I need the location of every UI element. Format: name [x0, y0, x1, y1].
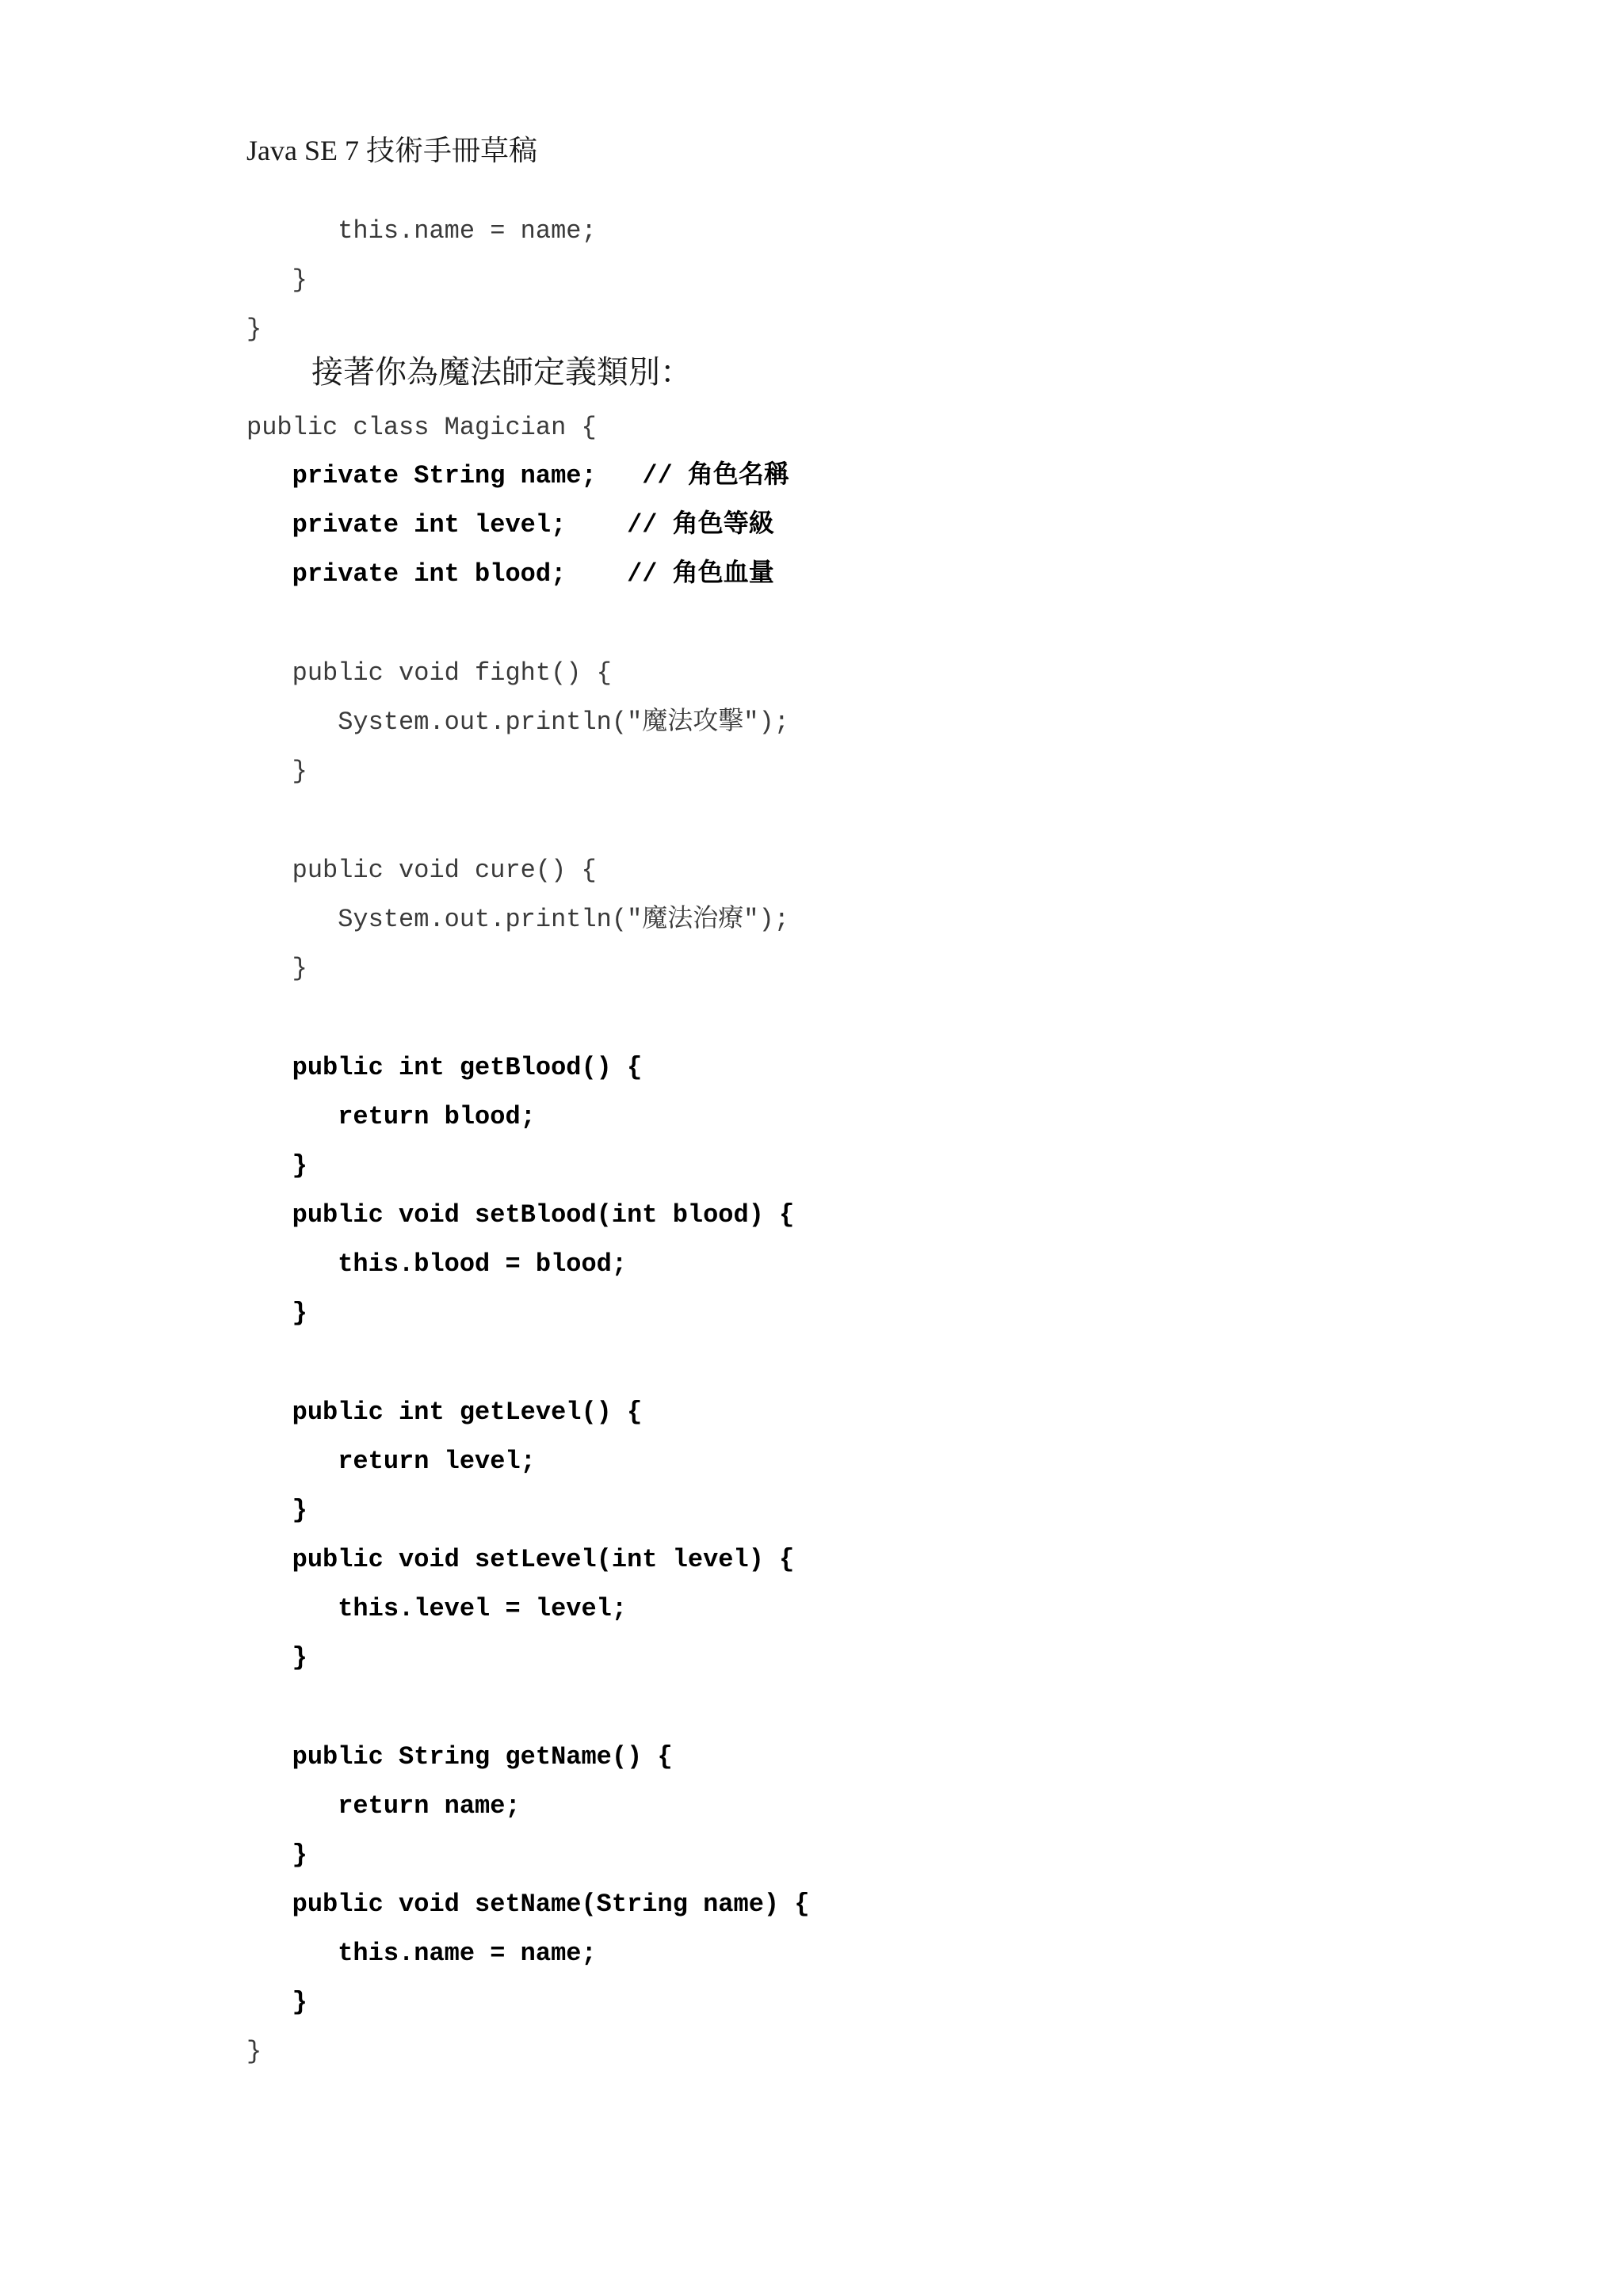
code-line: public void setName(String name) { — [246, 1890, 810, 1919]
code-line: } — [246, 2037, 262, 2066]
code-line: public void cure() { — [246, 856, 597, 885]
code-line: } — [246, 1496, 307, 1525]
running-header: Java SE 7 技術手冊草稿 — [246, 135, 537, 166]
code-line: this.name = name; — [246, 216, 597, 246]
code-line: } — [246, 1988, 307, 2017]
code-line: public void setLevel(int level) { — [246, 1545, 795, 1574]
code-line: public void fight() { — [246, 658, 612, 688]
code-line: public int getBlood() { — [246, 1053, 643, 1082]
code-line: private int blood; // 角色血量 — [246, 559, 774, 589]
code-line: } — [246, 1151, 307, 1180]
code-line: } — [246, 954, 307, 983]
code-line: public class Magician { — [246, 413, 597, 442]
code-line: } — [246, 1840, 307, 1870]
code-line: } — [246, 1643, 307, 1672]
code-line: private int level; // 角色等級 — [246, 510, 774, 540]
code-line: this.level = level; — [246, 1594, 628, 1623]
code-line: return name; — [246, 1791, 521, 1821]
code-line: System.out.println("魔法治療"); — [246, 905, 789, 934]
code-line: } — [246, 315, 262, 344]
code-line: this.name = name; — [246, 1939, 597, 1968]
code-line: public int getLevel() { — [246, 1398, 643, 1427]
intro-paragraph: 接著你為魔法師定義類別： — [311, 354, 692, 391]
code-line: return blood; — [246, 1102, 536, 1131]
code-line: public void setBlood(int blood) { — [246, 1200, 795, 1230]
code-line: System.out.println("魔法攻擊"); — [246, 707, 789, 737]
code-line: private String name; // 角色名稱 — [246, 461, 789, 490]
code-line: } — [246, 757, 307, 786]
code-line: } — [246, 265, 307, 295]
code-line: } — [246, 1299, 307, 1328]
code-line: this.blood = blood; — [246, 1249, 628, 1279]
code-line: return level; — [246, 1447, 536, 1476]
code-line: public String getName() { — [246, 1742, 673, 1772]
